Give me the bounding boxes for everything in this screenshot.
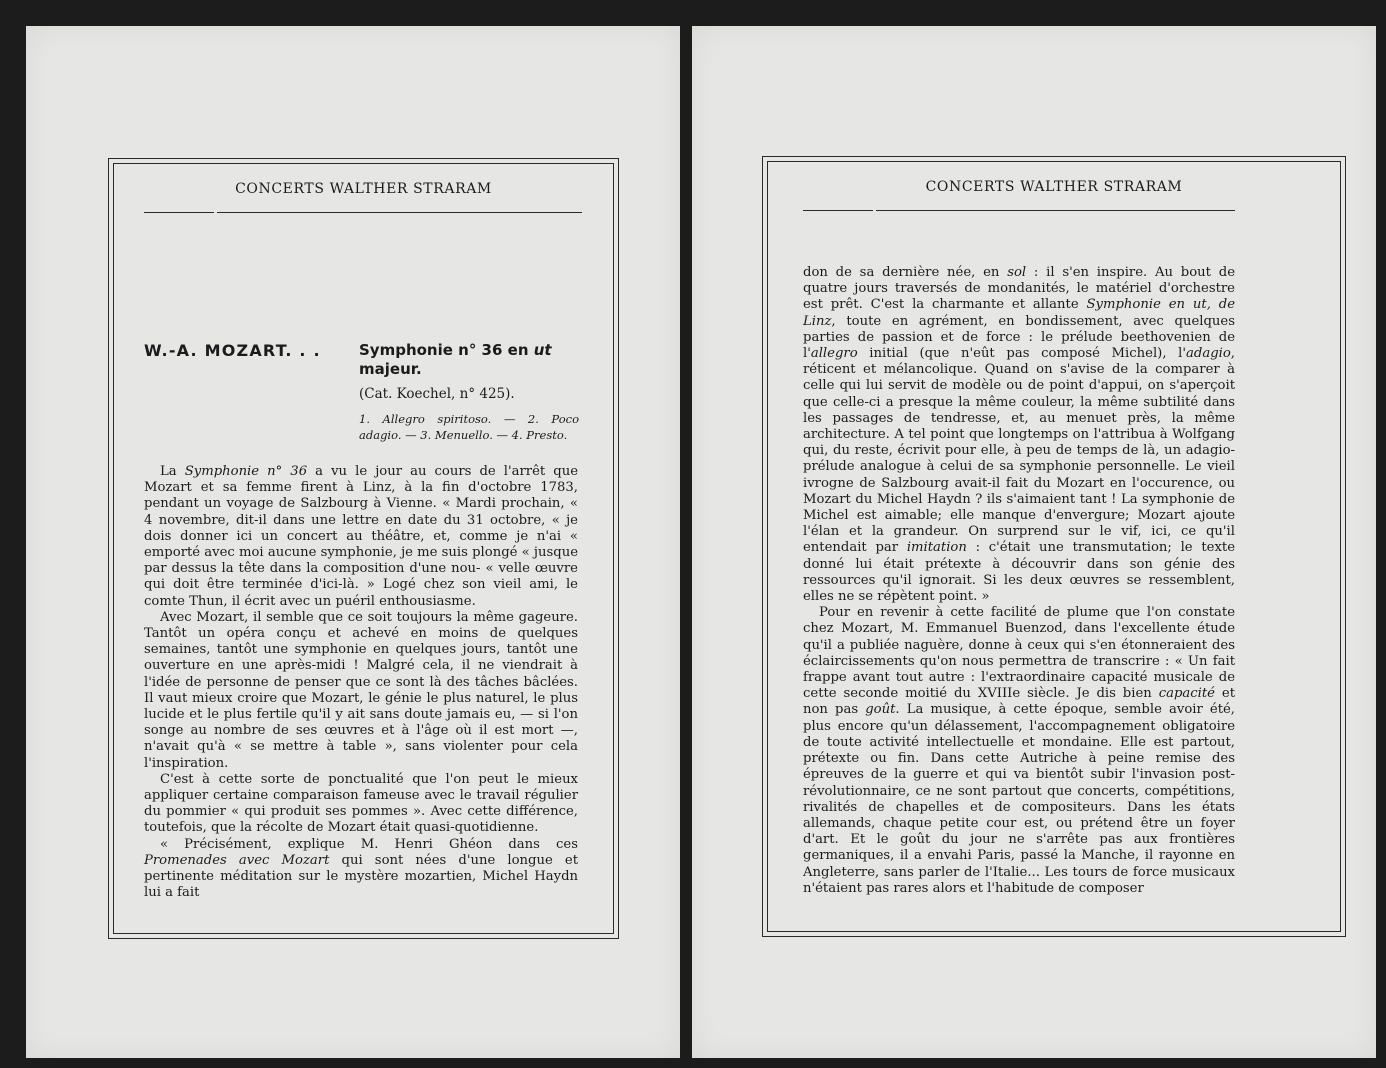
paragraph: Pour en revenir à cette facilité de plume que l'on constate chez Mozart, M. Emmanuel Buenzod, dans l'excellente étude qu'il a publiée naguère, donne à ceux qui s'en étonneraient des éclaircissements qu'on nous permettra de transcrire : « Un fait frappe avant tout autre : l'extraordinaire capacité musicale de cette seconde moitié du XVIIIe siècle. Je dis bien capacité et non pas goût. La musique, à cette époque, semble avoir été, plus encore qu'un délassement, l'accompagnement obligatoire de toute activité intellectuelle et mondaine. Elle est partout, prétexte ou fin. Dans cette Autriche à peine remise des épreuves de la guerre et qui va bientôt subir l'invasion post-révolutionnaire, ce ne sont partout que concerts, compétitions, rivalités de chapelles et de compositeurs. Dans les états allemands, chaque petite cour est, ou prétend être un foyer d'art. Et le goût du jour ne s'arrête pas aux frontières germaniques, il a envahi Paris, passé la Manche, il rayonne en Angleterre, sans parler de l'Italie... Les tours de force musicaux n'étaient pas rares alors et l'habitude de composer: [803, 605, 1235, 896]
work-title: Symphonie n° 36 en ut majeur.: [359, 341, 552, 378]
paragraph: « Précisément, explique M. Henri Ghéon dans ces Promenades avec Mozart qui sont nées d'une longue et pertinente méditation sur le mystère mozartien, Michel Haydn lui a fait: [144, 836, 578, 901]
running-head: CONCERTS WALTHER STRARAM: [235, 181, 492, 197]
paragraph: Avec Mozart, il semble que ce soit toujours la même gageure. Tantôt un opéra conçu et achevé en moins de quelques semaines, tantôt une symphonie en quelques jours, tantôt une ouverture en une après-midi ! Malgré cela, il ne viendrait à l'idée de personne de penser que ce sont là des tâches bâclées. Il vaut mieux croire que Mozart, le génie le plus naturel, le plus lucide et le plus fertile qu'il y ait sans doute jamais eu, — si l'on songe au nombre de ses œuvres et à l'âge où il est mort —, n'avait qu'à « se mettre à table », sans violenter pour cela l'inspiration.: [144, 609, 578, 771]
header-rule: [803, 210, 1235, 211]
catalog-number: (Cat. Koechel, n° 425).: [359, 386, 515, 402]
header-rule: [144, 212, 582, 213]
running-head: CONCERTS WALTHER STRARAM: [925, 179, 1183, 195]
program-notes-left: [144, 464, 578, 901]
right-page: [692, 26, 1376, 1058]
left-page: [26, 26, 680, 1058]
paragraph: don de sa dernière née, en sol : il s'en inspire. Au bout de quatre jours traversés de mondanités, le matériel d'orchestre est prêt. C'est la charmante et allante Symphonie en ut, de Linz, toute en agrément, en bondissement, avec quelques parties de passion et de force : le prélude beethovenien de l'allegro initial (que n'eût pas composé Michel), l'adagio, réticent et mélancolique. Quand on s'avise de la comparer à celle qui lui servit de modèle ou de point d'appui, on s'aperçoit que celle-ci a presque la même couleur, la même subtilité dans les passages de tendresse, et, au menuet près, la même architecture. A tel point que longtemps on l'attribua à Wolfgang qui, du reste, écrivit pour elle, à peu de temps de là, un adagio-prélude analogue à celui de sa symphonie personnelle. Le vieil ivrogne de Salzbourg avait-il fait du Mozart en l'occurence, ou Mozart du Michel Haydn ? ils s'aimaient tant ! La symphonie de Michel est aimable; elle manque d'envergure; Mozart ajoute l'élan et la grandeur. On surprend sur le vif, ici, ce qu'il entendait par imitation : c'était une transmutation; le texte donné lui était prétexte à découvrir dans son génie des ressources qu'il ignorait. Si les deux œuvres se ressemblent, elles ne se répètent point. »: [803, 265, 1236, 605]
program-notes-right: [803, 265, 1235, 897]
paragraph: C'est à cette sorte de ponctualité que l'on peut le mieux appliquer certaine comparaison fameuse avec le travail régulier du pommier « qui produit ses pommes ». Avec cette différence, toutefois, que la récolte de Mozart était quasi-quotidienne.: [144, 771, 578, 836]
paragraph: La Symphonie n° 36 a vu le jour au cours de l'arrêt que Mozart et sa femme firent à Linz, à la fin d'octobre 1783, pendant un voyage de Salzbourg à Vienne. « Mardi prochain, « 4 novembre, dit-il dans une lettre en date du 31 octobre, « je dois donner ici un concert au théâtre, et, comme je n'ai « emporté avec moi aucune symphonie, je me suis plongé « jusque par dessus la tête dans la composition d'une nou- « velle œuvre qui doit être terminée d'ici-là. » Logé chez son vieil ami, le comte Thun, il écrit avec un puéril enthousiasme.: [144, 464, 579, 609]
right-page-frame: [762, 156, 1346, 937]
movements-list: 1. Allegro spiritoso. — 2. Poco adagio. — 3. Menuello. — 4. Presto.: [359, 412, 579, 442]
left-page-frame: [108, 158, 619, 939]
composer-name: W.-A. MOZART. . .: [144, 341, 321, 360]
